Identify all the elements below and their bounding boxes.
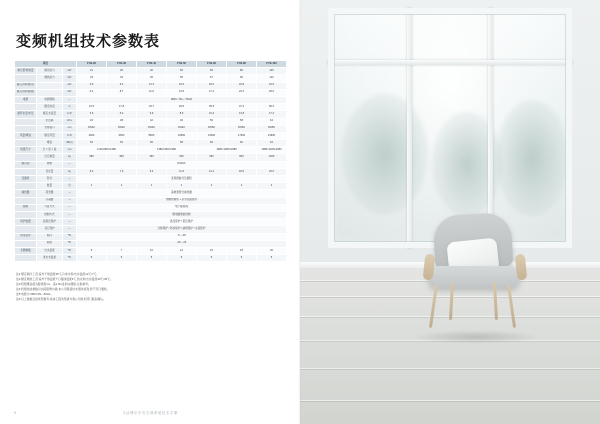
window-frame <box>328 8 572 248</box>
table-cell: 17.4 <box>197 89 227 96</box>
table-cell: 29.6 <box>167 104 197 111</box>
table-cell: 20 <box>257 247 287 254</box>
table-cell: 1 <box>137 183 167 190</box>
table-cell: 1 <box>107 183 137 190</box>
table-row <box>15 125 287 132</box>
table-cell: 33 <box>107 75 137 82</box>
table-cell: 90 <box>227 75 257 82</box>
row-sub-label: 额定风量 <box>37 132 63 139</box>
row-sub-label: 额定电流 <box>37 104 63 111</box>
table-cell: 64 <box>257 118 287 125</box>
row-sub-label: 制热能力 <box>37 75 63 82</box>
col-header: FYB-100 <box>257 61 287 68</box>
row-group-label <box>15 154 37 161</box>
row-group-label <box>15 183 37 190</box>
table-row <box>15 68 287 75</box>
table-cell: 50 <box>167 68 197 75</box>
table-cell: -15 ~ 24 <box>77 240 287 247</box>
row-group-label <box>15 118 37 125</box>
chair-leg <box>449 282 454 320</box>
table-cell: 24.8 <box>227 82 257 89</box>
table-cell: 6.1 <box>77 89 107 96</box>
table-cell: 56 <box>137 140 167 147</box>
row-group-label <box>15 211 37 218</box>
table-row <box>15 132 287 139</box>
table-row <box>15 233 287 240</box>
table-row <box>15 75 287 82</box>
table-row <box>15 226 287 233</box>
row-group-label: 机组尺寸 <box>15 147 37 154</box>
table-cell: 29.0 <box>257 89 287 96</box>
row-unit: — <box>63 226 77 233</box>
row-sub-label <box>37 82 63 89</box>
table-cell: 112 <box>257 75 287 82</box>
table-cell: 6500 <box>107 132 137 139</box>
chair-leg <box>507 284 516 328</box>
table-cell: 8.7 <box>107 89 137 96</box>
table-cell: 52 <box>77 140 107 147</box>
chair-leg <box>429 284 438 328</box>
row-sub-label: 进出水温差 <box>37 255 63 262</box>
row-group-label: 风量/噪音 <box>15 132 37 139</box>
row-unit: mm <box>63 147 77 154</box>
table-cell: 5 <box>167 255 197 262</box>
row-unit: 台 <box>63 183 77 190</box>
table-cell: 67 <box>197 75 227 82</box>
row-unit: — <box>63 197 77 204</box>
row-group-label: 使用条件 <box>15 233 37 240</box>
row-group-label: 输入功率(制热) <box>15 89 37 96</box>
table-cell: 5 <box>137 255 167 262</box>
table-cell: 11.8 <box>167 168 197 175</box>
table-cell: 23.7 <box>137 104 167 111</box>
row-unit: kg <box>63 168 77 175</box>
table-cell: 21 <box>77 68 107 75</box>
table-cell: 18.6 <box>197 82 227 89</box>
table-cell: 10.3 <box>197 111 227 118</box>
row-group-label: 保护装置 <box>15 219 37 226</box>
table-row <box>15 190 287 197</box>
table-cell: 62 <box>227 140 257 147</box>
table-cell: 5 <box>227 255 257 262</box>
table-cell: DN65 <box>257 125 287 132</box>
table-cell: 17.8 <box>107 104 137 111</box>
table-cell: 21600 <box>257 132 287 139</box>
table-cell: 38 <box>107 118 137 125</box>
page-number: 9 <box>14 411 16 415</box>
row-group-label: 输入功率(制冷) <box>15 82 37 89</box>
table-header-row <box>15 61 287 68</box>
table-row <box>15 168 287 175</box>
row-sub-label: 水管接口 <box>37 125 63 132</box>
table-cell: 450 <box>137 154 167 161</box>
row-group-label: 制冷量/制热量 <box>15 68 37 75</box>
row-sub-label: 额定水流量 <box>37 111 63 118</box>
note-line: 注1:额定制冷工况:室外干球温度35℃,冷冻水进/出水温度12℃/7℃。 <box>16 272 100 277</box>
row-sub-label: 运行重量 <box>37 154 63 161</box>
table-cell: 35.5 <box>197 104 227 111</box>
table-cell: 31.0 <box>257 82 287 89</box>
table-cell: 15.5 <box>167 82 197 89</box>
table-row <box>15 82 287 89</box>
table-cell: 过载保护 / 防冻保护 / 缺相保护 / 水流保护 <box>77 226 287 233</box>
note-line: 注2:额定制热工况:室外干球温度7℃/湿球温度6℃,热水进/出水温度40℃/45℃。 <box>16 277 113 282</box>
row-unit: kW <box>63 82 77 89</box>
row-sub-label: 形式 <box>37 176 63 183</box>
table-cell: 1380×960×1580 <box>137 147 197 154</box>
table-cell: 5 <box>197 255 227 262</box>
note-line: 注6:以上参数仅供选型参考,具体工程选型请与我公司技术部门联系确认。 <box>16 296 106 301</box>
table-cell: 高压保护 / 低压保护 <box>77 219 287 226</box>
table-cell: DN50 <box>227 125 257 132</box>
table-cell: 13.8 <box>227 111 257 118</box>
row-unit: — <box>63 211 77 218</box>
table-cell: 100 <box>257 68 287 75</box>
table-cell: 380V / 3N~ / 50Hz <box>77 96 287 103</box>
table-cell: 18.6 <box>227 168 257 175</box>
table-cell: 电子膨胀阀 <box>77 204 287 211</box>
row-unit: kW <box>63 68 77 75</box>
row-group-label <box>15 226 37 233</box>
row-sub-label: 控制方式 <box>37 211 63 218</box>
table-cell: 46 <box>167 118 197 125</box>
table-cell: 13000 <box>197 132 227 139</box>
table-cell: 17.2 <box>257 111 287 118</box>
row-unit: kg <box>63 154 77 161</box>
note-line: 注5:电源为 380V-3N~-50Hz。 <box>16 291 54 296</box>
table-cell: 高效套管式换热器 <box>77 190 287 197</box>
page-title: 变频机组技术参数表 <box>16 33 161 50</box>
footer-title: 飞达博尔中央空调系统技术手册 <box>122 411 178 415</box>
table-cell: 660 <box>197 154 227 161</box>
armchair <box>418 214 534 342</box>
table-cell: 6.9 <box>137 111 167 118</box>
table-cell: -5 ~ 48 <box>77 233 287 240</box>
row-group-label <box>15 168 37 175</box>
row-unit: kPa <box>63 118 77 125</box>
row-unit: m³/h <box>63 111 77 118</box>
row-sub-label: 噪音 <box>37 140 63 147</box>
table-row <box>15 140 287 147</box>
col-header: FYB-40 <box>137 61 167 68</box>
row-sub-label: 冷凝器 <box>37 197 63 204</box>
table-cell: R410A <box>77 161 287 168</box>
row-unit: — <box>63 161 77 168</box>
row-sub-label: 电源规格 <box>37 96 63 103</box>
table-cell: 23 <box>77 75 107 82</box>
table-cell: 5 <box>257 255 287 262</box>
row-group-label <box>15 75 37 82</box>
table-cell: 5 <box>77 247 107 254</box>
table-cell: 830 <box>227 154 257 161</box>
table-cell: 10800 <box>167 132 197 139</box>
table-cell: 9.4 <box>137 168 167 175</box>
table-row <box>15 118 287 125</box>
table-cell: DN40 <box>137 125 167 132</box>
table-row <box>15 111 287 118</box>
table-cell: 42 <box>137 118 167 125</box>
table-row <box>15 219 287 226</box>
row-sub-label: 制冷能力 <box>37 68 63 75</box>
table-cell: DN32 <box>77 125 107 132</box>
table-cell: DN40 <box>167 125 197 132</box>
table-cell: 1 <box>77 183 107 190</box>
table-cell: 12 <box>167 247 197 254</box>
table-cell: 45 <box>137 75 167 82</box>
table-cell: 微电脑智能控制 <box>77 211 287 218</box>
row-sub-label <box>37 89 63 96</box>
table-cell: 2 <box>257 183 287 190</box>
table-cell: 2 <box>227 183 257 190</box>
row-group-label <box>15 125 37 132</box>
row-group-label <box>15 140 37 147</box>
table-cell: 1020 <box>257 154 287 161</box>
table-row <box>15 147 287 154</box>
table-cell: 23.2 <box>227 89 257 96</box>
col-header: FYB-60 <box>197 61 227 68</box>
row-unit: — <box>63 190 77 197</box>
table-cell: 1680×1080×1880 <box>197 147 257 154</box>
table-cell: 1100×860×1380 <box>77 147 137 154</box>
row-unit: kW <box>63 89 77 96</box>
spec-table <box>14 60 287 262</box>
table-cell: DN32 <box>107 125 137 132</box>
table-cell: 540 <box>167 154 197 161</box>
row-sub-label: 节流方式 <box>37 204 63 211</box>
row-unit: mm <box>63 125 77 132</box>
row-sub-label: 出水温度 <box>37 247 63 254</box>
col-header: FYB-20 <box>77 61 107 68</box>
row-group-label: 电源 <box>15 96 37 103</box>
row-unit: A <box>63 104 77 111</box>
table-row <box>15 211 287 218</box>
row-sub-label: 其它保护 <box>37 226 63 233</box>
table-cell: 5 <box>77 255 107 262</box>
window <box>328 8 572 248</box>
table-cell: 64 <box>257 140 287 147</box>
row-unit: kW <box>63 75 77 82</box>
table-row <box>15 255 287 262</box>
row-unit: — <box>63 204 77 211</box>
table-cell: 8.6 <box>167 111 197 118</box>
row-sub-label: 种类 <box>37 161 63 168</box>
table-row <box>15 183 287 190</box>
row-unit: dB(A) <box>63 140 77 147</box>
table-cell: 5.2 <box>107 111 137 118</box>
table-notes <box>16 272 288 301</box>
table-cell: 9.3 <box>107 82 137 89</box>
row-group-label <box>15 197 37 204</box>
table-cell: 17300 <box>227 132 257 139</box>
table-row <box>15 176 287 183</box>
table-row <box>15 96 287 103</box>
row-unit: ℃ <box>63 240 77 247</box>
table-cell: 56 <box>167 75 197 82</box>
table-cell: 6.5 <box>77 82 107 89</box>
row-unit: — <box>63 96 77 103</box>
row-group-label <box>15 104 37 111</box>
table-cell: 47.4 <box>227 104 257 111</box>
table-row <box>15 89 287 96</box>
table-cell: 5.2 <box>77 168 107 175</box>
table-cell: 12.5 <box>77 104 107 111</box>
page-gutter <box>299 0 301 424</box>
table-cell: 280 <box>77 154 107 161</box>
table-cell: 12.4 <box>137 82 167 89</box>
row-sub-label: 制冷 <box>37 233 63 240</box>
row-unit: ℃ <box>63 255 77 262</box>
col-header: FYB-30 <box>107 61 137 68</box>
table-cell: 10 <box>137 247 167 254</box>
row-unit: — <box>63 219 77 226</box>
table-cell: 59.2 <box>257 104 287 111</box>
table-cell: 7 <box>107 247 137 254</box>
row-unit: ℃ <box>63 247 77 254</box>
table-cell: 40 <box>137 68 167 75</box>
row-sub-label: 制热 <box>37 240 63 247</box>
row-sub-label: 长 × 宽 × 高 <box>37 147 63 154</box>
note-line: 注3:机组噪音值为距机组1m、高1.5m处的实测值,仅供参考。 <box>16 282 91 287</box>
table-row <box>15 161 287 168</box>
table-cell: 2 <box>197 183 227 190</box>
table-cell: 30 <box>107 68 137 75</box>
table-row <box>15 204 287 211</box>
col-header: FYB-50 <box>167 61 197 68</box>
table-cell: 58 <box>227 118 257 125</box>
table-cell: 11.6 <box>137 89 167 96</box>
row-group-label: 制冷剂 <box>15 161 37 168</box>
row-group-label <box>15 240 37 247</box>
table-cell: 32 <box>77 118 107 125</box>
row-unit: — <box>63 176 77 183</box>
row-group-label: 换热器 <box>15 190 37 197</box>
table-cell: 14.2 <box>197 168 227 175</box>
table-cell: 4500 <box>77 132 107 139</box>
row-unit: m³/h <box>63 132 77 139</box>
table-cell: 变频涡旋式压缩机 <box>77 176 287 183</box>
row-sub-label: 水压降 <box>37 118 63 125</box>
row-unit: ℃ <box>63 233 77 240</box>
table-cell: 60 <box>197 68 227 75</box>
table-cell: 7.0 <box>107 168 137 175</box>
table-row <box>15 247 287 254</box>
table-cell: 1 <box>167 183 197 190</box>
table-cell: 50 <box>197 118 227 125</box>
table-row <box>15 104 287 111</box>
table-cell: 18 <box>227 247 257 254</box>
row-sub-label: 蒸发器 <box>37 190 63 197</box>
table-row <box>15 197 287 204</box>
row-group-label <box>15 255 37 262</box>
row-group-label: 循环水量/水压 <box>15 111 37 118</box>
interior-photo <box>300 0 600 424</box>
table-cell: 15 <box>197 247 227 254</box>
note-line: 注4:机组性能参数以实际铭牌为准,本公司保留技术更改权利,恕不另行通知。 <box>16 286 110 291</box>
chair-arm <box>515 254 528 281</box>
table-row <box>15 154 287 161</box>
table-cell: 14.5 <box>167 89 197 96</box>
row-sub-label: 充注量 <box>37 168 63 175</box>
row-group-label: 压缩机 <box>15 176 37 183</box>
col-header: 项目 <box>15 61 77 68</box>
table-cell: 1980×1180×2080 <box>257 147 287 154</box>
table-cell: 5 <box>107 255 137 262</box>
col-header: FYB-80 <box>227 61 257 68</box>
row-group-label: 水侧参数 <box>15 247 37 254</box>
table-cell: 80 <box>227 68 257 75</box>
table-cell: 54 <box>107 140 137 147</box>
table-cell: 内螺纹铜管 + 亲水铝箔翅片 <box>77 197 287 204</box>
table-cell: 23.0 <box>257 168 287 175</box>
table-cell: 3.6 <box>77 111 107 118</box>
table-cell: DN50 <box>197 125 227 132</box>
table-cell: 8600 <box>137 132 167 139</box>
table-cell: 58 <box>167 140 197 147</box>
table-row <box>15 240 287 247</box>
row-group-label: 控制 <box>15 204 37 211</box>
table-cell: 60 <box>197 140 227 147</box>
table-cell: 360 <box>107 154 137 161</box>
right-page-photo <box>300 0 600 424</box>
row-sub-label: 高低压保护 <box>37 219 63 226</box>
row-sub-label: 数量 <box>37 183 63 190</box>
